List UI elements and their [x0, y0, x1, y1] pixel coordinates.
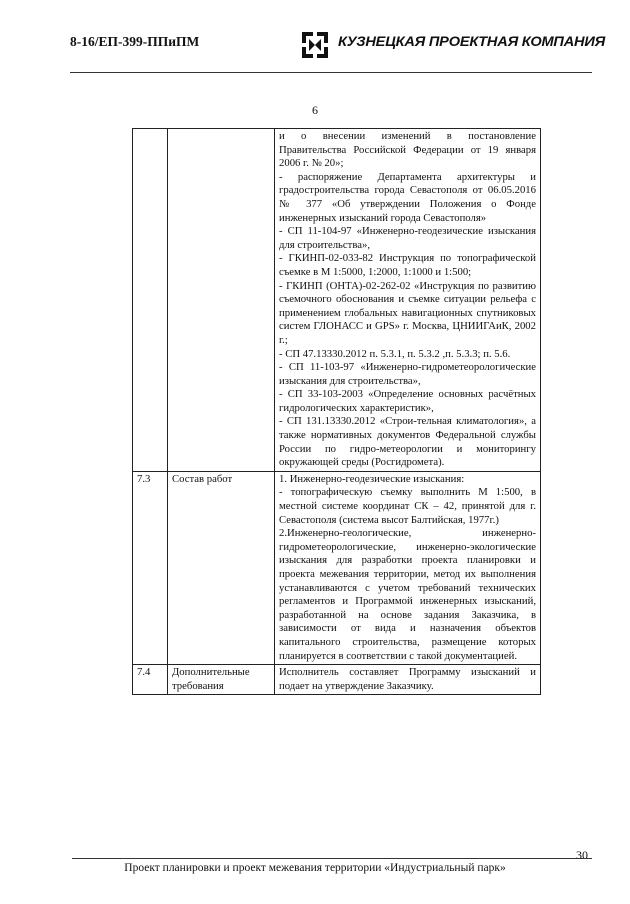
footer-title: Проект планировки и проект межевания территории «Индустриальный парк»	[124, 862, 506, 874]
row-title	[168, 129, 275, 472]
row-content	[275, 665, 541, 695]
content-line: - распоряжение Департамента архитектуры и градостроительства города Севастополя от 06.05.2016 № 377 «Об утверждении Положения о Фонде инженерных изысканий города Севастополя»	[279, 170, 536, 224]
kpk-logo-icon	[302, 32, 328, 58]
content-line: - СП 33-103-2003 «Определение основных расчётных гидрологических характеристик»,	[279, 388, 536, 414]
content-line: Исполнитель составляет Программу изысканий и подает на утверждение Заказчику.	[279, 666, 536, 692]
page-number: 6	[312, 103, 318, 117]
sheet-number: 30	[576, 848, 588, 862]
row-content	[275, 471, 541, 664]
row-title: Дополнительные требования	[168, 665, 275, 695]
content-line: 1. Инженерно-геодезические изыскания:	[279, 472, 465, 485]
content-line: - СП 47.13330.2012 п. 5.3.1, п. 5.3.2 ,п. 5.3.3; п. 5.6.	[279, 347, 511, 360]
specification-table	[132, 128, 541, 695]
content-line: 2.Инженерно-геологические, инженерно-гидрометеорологические, инженерно-экологические изыскания для разработки проекта планировки и проекта межевания территории, метод их выполнения устанавливаются с учетом требований технических регламентов и Программой инженерных изысканий, разработанной на основе задания Заказчика, в зависимости от вида и назначения объектов капитального строительства, размещение которых планируется в соответствии с такой документацией.	[279, 527, 536, 662]
row-title: Состав работ	[168, 471, 275, 664]
content-line: - СП 11-103-97 «Инженерно-гидрометеорологические изыскания для строительства»,	[279, 361, 536, 387]
company-name: КУЗНЕЦКАЯ ПРОЕКТНАЯ КОМПАНИЯ	[338, 34, 606, 49]
content-line: - ГКИНП (ОНТА)-02-262-02 «Инструкция по развитию съемочного обоснования и съемке ситуации рельефа с применением глобальных навигационных спутниковых систем ГЛОНАСС и GPS» г. Москва, ЦНИИГАиК, 2002 г.;	[279, 279, 536, 346]
row-number: 7.3	[133, 471, 168, 664]
header-divider	[70, 72, 592, 73]
footer-divider	[72, 858, 592, 859]
content-line: - СП 131.13330.2012 «Строи-тельная климатология», а также нормативных документов Федеральной службы России по гидро-метеорологии и мониторингу окружающей среды (Росгидромета).	[279, 415, 536, 469]
table-row	[133, 129, 541, 472]
page-header	[70, 32, 606, 66]
document-code: 8-16/ЕП-399-ППиПМ	[70, 34, 200, 49]
content-line: - топографическую съемку выполнить М 1:500, в местной системе координат СК – 42, принятой для г. Севастополя (система высот Балтийская, 1977г.)	[279, 486, 536, 526]
content-line: - СП 11-104-97 «Инженерно-геодезические изыскания для строительства»,	[279, 225, 536, 251]
table-row	[133, 665, 541, 695]
row-content	[275, 129, 541, 472]
row-number: 7.4	[133, 665, 168, 695]
table-row	[133, 471, 541, 664]
content-line: - ГКИНП-02-033-82 Инструкция по топографической съемке в М 1:5000, 1:2000, 1:1000 и 1:500;	[279, 252, 536, 278]
content-line: и о внесении изменений в постановление Правительства Российской Федерации от 19 января 2006 г. № 20»;	[279, 130, 536, 170]
row-number	[133, 129, 168, 472]
